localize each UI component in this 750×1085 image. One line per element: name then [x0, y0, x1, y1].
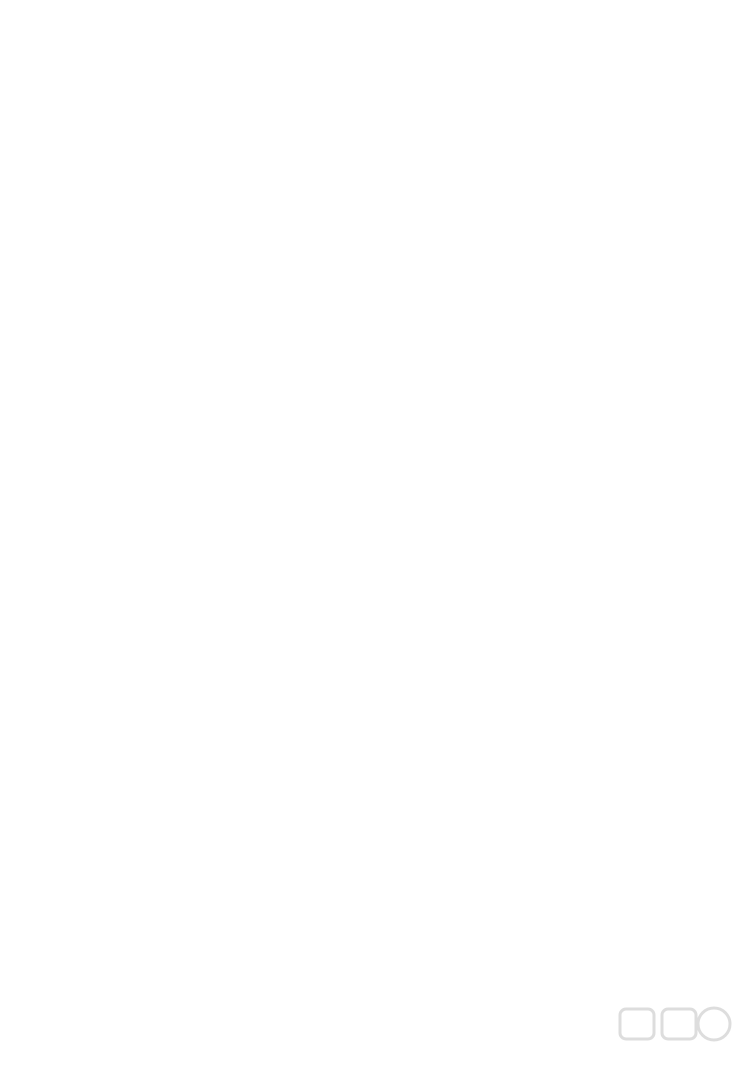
watermark-logo [602, 1001, 742, 1081]
